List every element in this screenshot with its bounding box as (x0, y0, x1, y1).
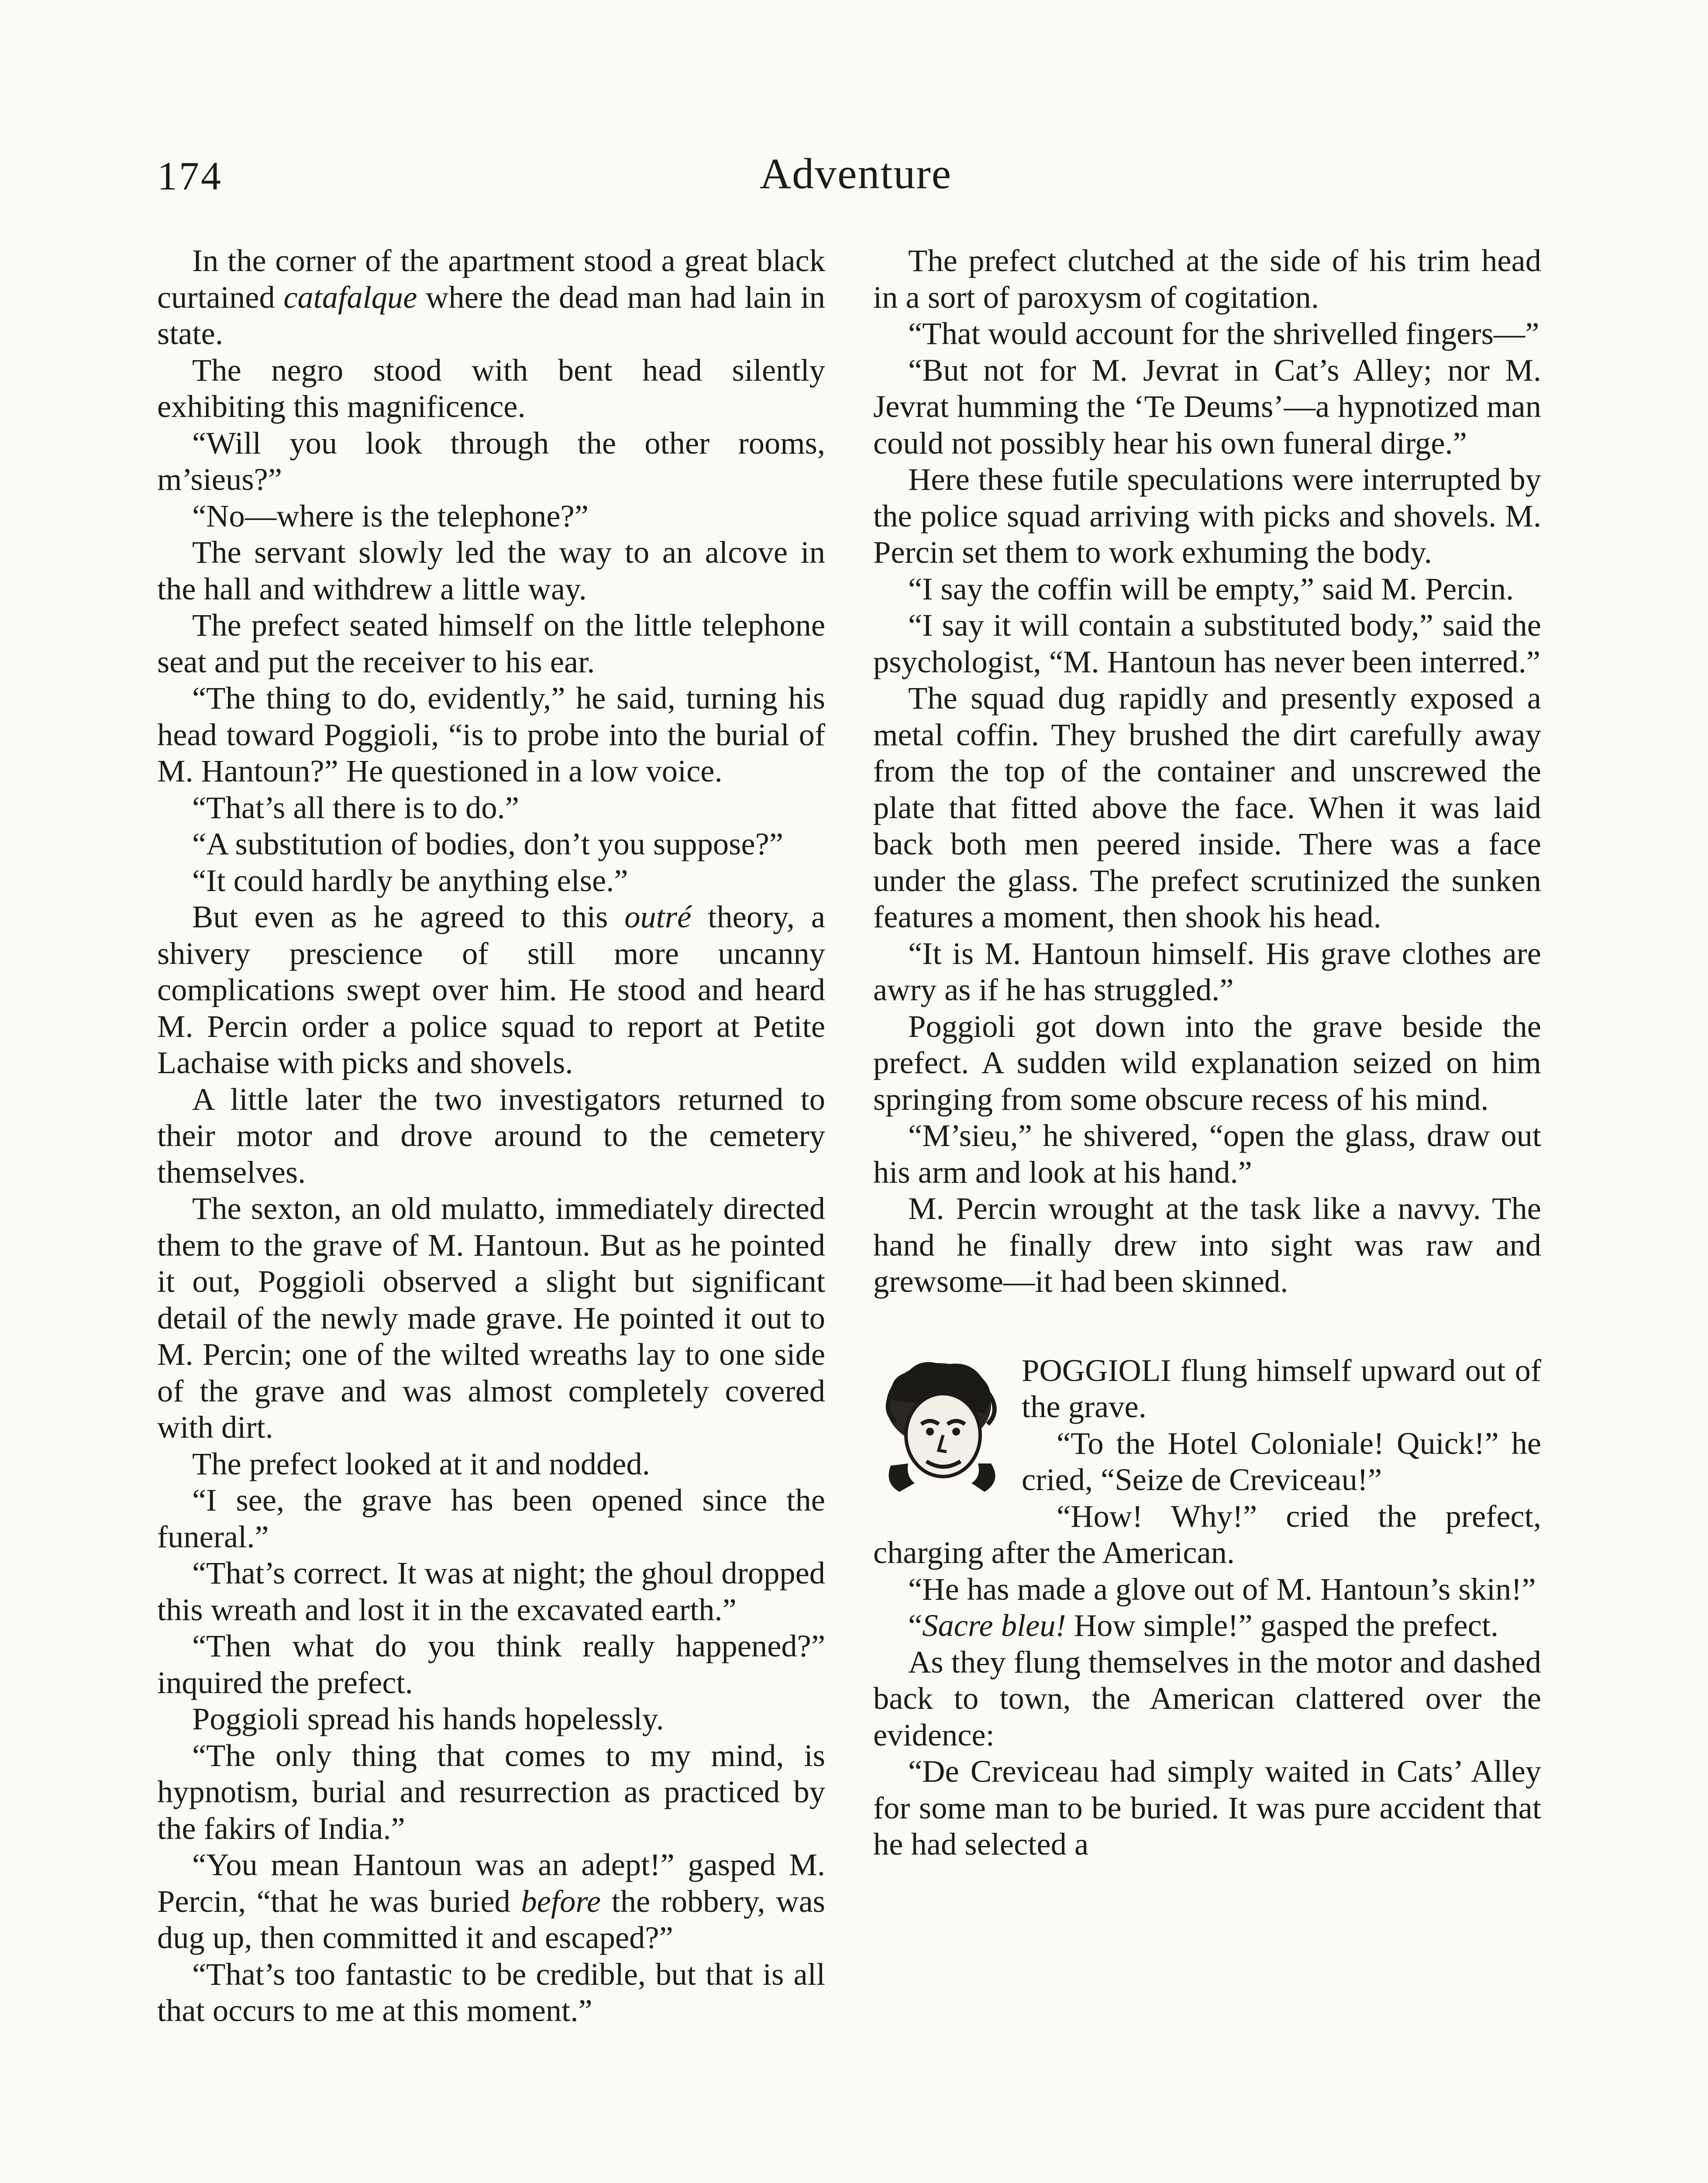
paragraph (873, 680, 1541, 935)
paragraph (873, 1190, 1541, 1300)
paragraph (157, 607, 825, 680)
page-title: Adventure (759, 149, 952, 198)
paragraph (873, 461, 1541, 571)
text-run: The servant slowly led the way to an alcove in the hall and withdrew a little way. (157, 534, 825, 606)
paragraph (157, 1446, 825, 1482)
text-run: “That’s all there is to do.” (192, 789, 519, 825)
paragraph (873, 607, 1541, 680)
paragraph (157, 534, 825, 607)
text-run: “M’sieu,” he shivered, “open the glass, draw out his arm and look at his hand.” (873, 1118, 1541, 1190)
text-run: Poggioli spread his hands hopelessly. (192, 1701, 664, 1736)
section-break (873, 1352, 1541, 1863)
paragraph (873, 1753, 1541, 1863)
text-run: “I say the coffin will be empty,” said M. Percin. (908, 571, 1514, 606)
paragraph (873, 571, 1541, 607)
text-run: “The only thing that comes to my mind, is hypnotism, burial and resurrection as practiced by the fakirs of India.” (157, 1737, 825, 1846)
text-run: where the dead man had lain in state. (157, 279, 825, 351)
text-run: In the corner of the apartment stood a great black curtained (157, 243, 825, 315)
text-run: “To the Hotel Coloniale! Quick!” he cried, “Seize de Creviceau!” (1022, 1425, 1541, 1497)
text-run: “No—where is the telephone?” (192, 498, 589, 534)
paragraph (157, 826, 825, 862)
text-run: The prefect looked at it and nodded. (192, 1446, 650, 1481)
text-run: A little later the two investigators returned to their motor and drove around to the cemetery themselves. (157, 1081, 825, 1190)
text-run: “But not for M. Jevrat in Cat’s Alley; nor M. Jevrat humming the ‘Te Deums’—a hypnotized man could not possibly hear his own funeral dirge.” (873, 352, 1541, 461)
text-run: “You mean Hantoun was an adept!” gasped M. Percin, “that he was buried (157, 1847, 825, 1919)
text-run: “De Creviceau had simply waited in Cats’ Alley for some man to be buried. It was pure accident that he had selected a (873, 1753, 1541, 1862)
text-run: As they flung themselves in the motor and dashed back to town, the American clattered over the evidence: (873, 1644, 1541, 1753)
paragraph (157, 425, 825, 498)
page-number: 174 (157, 154, 223, 198)
text-run: “That’s too fantastic to be credible, but that is all that occurs to me at this moment.” (157, 1956, 825, 2028)
text-run: The sexton, an old mulatto, immediately directed them to the grave of M. Hantoun. But as he pointed it out, Poggioli observed a slight but significant detail of the newly made grave. He pointed it out to M. Percin; one of the wilted wreaths lay to one side of the grave and was almost completely covered with dirt. (157, 1191, 825, 1445)
text-run: “That’s correct. It was at night; the ghoul dropped this wreath and lost it in the excavated earth.” (157, 1555, 825, 1627)
text-run: theory, a shivery prescience of still more uncanny complications swept over him. He stood and heard M. Percin order a police squad to report at Petite Lachaise with picks and shovels. (157, 899, 825, 1080)
paragraph (157, 1482, 825, 1555)
italic-text: Sacre bleu! (922, 1608, 1066, 1643)
text-run: “It could hardly be anything else.” (192, 862, 628, 898)
text-run: “Will you look through the other rooms, m’sieus?” (157, 425, 825, 497)
paragraph (873, 315, 1541, 352)
text-run: “He has made a glove out of M. Hantoun’s skin!” (908, 1571, 1536, 1607)
paragraph (157, 498, 825, 534)
paragraph (873, 242, 1541, 315)
text-run: M. Percin wrought at the task like a navvy. The hand he finally drew into sight was raw and grewsome—it had been skinned. (873, 1191, 1541, 1299)
paragraph (157, 1628, 825, 1701)
text-run: “ (908, 1608, 923, 1643)
paragraph (157, 862, 825, 899)
paragraph (157, 1846, 825, 1956)
italic-text: before (521, 1883, 601, 1919)
italic-text: outré (624, 899, 692, 934)
paragraph (157, 1190, 825, 1446)
text-run: How simple!” gasped the prefect. (1066, 1608, 1499, 1643)
text-run: “The thing to do, evidently,” he said, turning his head toward Poggioli, “is to probe into the burial of M. Hantoun?” He questioned in a low voice. (157, 680, 825, 788)
paragraph (873, 352, 1541, 461)
paragraph (873, 1644, 1541, 1753)
text-run: “That would account for the shrivelled fingers—” (908, 316, 1539, 351)
paragraph (157, 1701, 825, 1737)
paragraph (157, 789, 825, 826)
paragraph (157, 1081, 825, 1191)
paragraph (157, 899, 825, 1081)
paragraph (873, 935, 1541, 1008)
portrait-vignette-icon (873, 1352, 1009, 1501)
running-head (157, 144, 1554, 210)
paragraph (157, 1555, 825, 1628)
paragraph (157, 242, 825, 352)
text-run: The prefect seated himself on the little telephone seat and put the receiver to his ear. (157, 607, 825, 679)
paragraph (873, 1498, 1541, 1571)
paragraph (873, 1571, 1541, 1608)
text-run: Poggioli got down into the grave beside the prefect. A sudden wild explanation seized on him springing from some obscure recess of his mind. (873, 1008, 1541, 1117)
text-run: “I see, the grave has been opened since the funeral.” (157, 1482, 825, 1554)
right-column-text (873, 242, 1541, 1300)
text-run: The negro stood with bent head silently exhibiting this magnificence. (157, 352, 825, 424)
italic-text: catafalque (283, 279, 417, 315)
right-column (873, 242, 1541, 1863)
text-run: “How! Why!” cried the prefect, charging after the American. (873, 1498, 1541, 1570)
text-run: “I say it will contain a substituted body,” said the psychologist, “M. Hantoun has never been interred.” (873, 607, 1541, 679)
text-run: Here these futile speculations were interrupted by the police squad arriving with picks and shovels. M. Percin set them to work exhuming the body. (873, 461, 1541, 570)
text-run: “It is M. Hantoun himself. His grave clothes are awry as if he has struggled.” (873, 935, 1541, 1007)
text-run: POGGIOLI flung himself upward out of the grave. (1022, 1352, 1541, 1424)
text-run: The prefect clutched at the side of his trim head in a sort of paroxysm of cogitation. (873, 243, 1541, 315)
paragraph (157, 352, 825, 425)
text-run: But even as he agreed to this (192, 899, 625, 934)
left-column (157, 242, 825, 2029)
text-run: The squad dug rapidly and presently exposed a metal coffin. They brushed the dirt carefully away from the top of the container and unscrewed the plate that fitted above the face. When it was laid back both men peered inside. There was a face under the glass. The prefect scrutinized the sunken features a moment, then shook his head. (873, 680, 1541, 934)
paragraph (873, 1008, 1541, 1118)
paragraph (873, 1117, 1541, 1190)
paragraph (157, 680, 825, 789)
text-run: the robbery, was dug up, then committed it and escaped?” (157, 1883, 825, 1955)
paragraph (873, 1607, 1541, 1644)
text-run: “A substitution of bodies, don’t you suppose?” (192, 826, 783, 861)
text-run: “Then what do you think really happened?” inquired the prefect. (157, 1628, 825, 1700)
paragraph (157, 1956, 825, 2029)
paragraph (157, 1737, 825, 1847)
